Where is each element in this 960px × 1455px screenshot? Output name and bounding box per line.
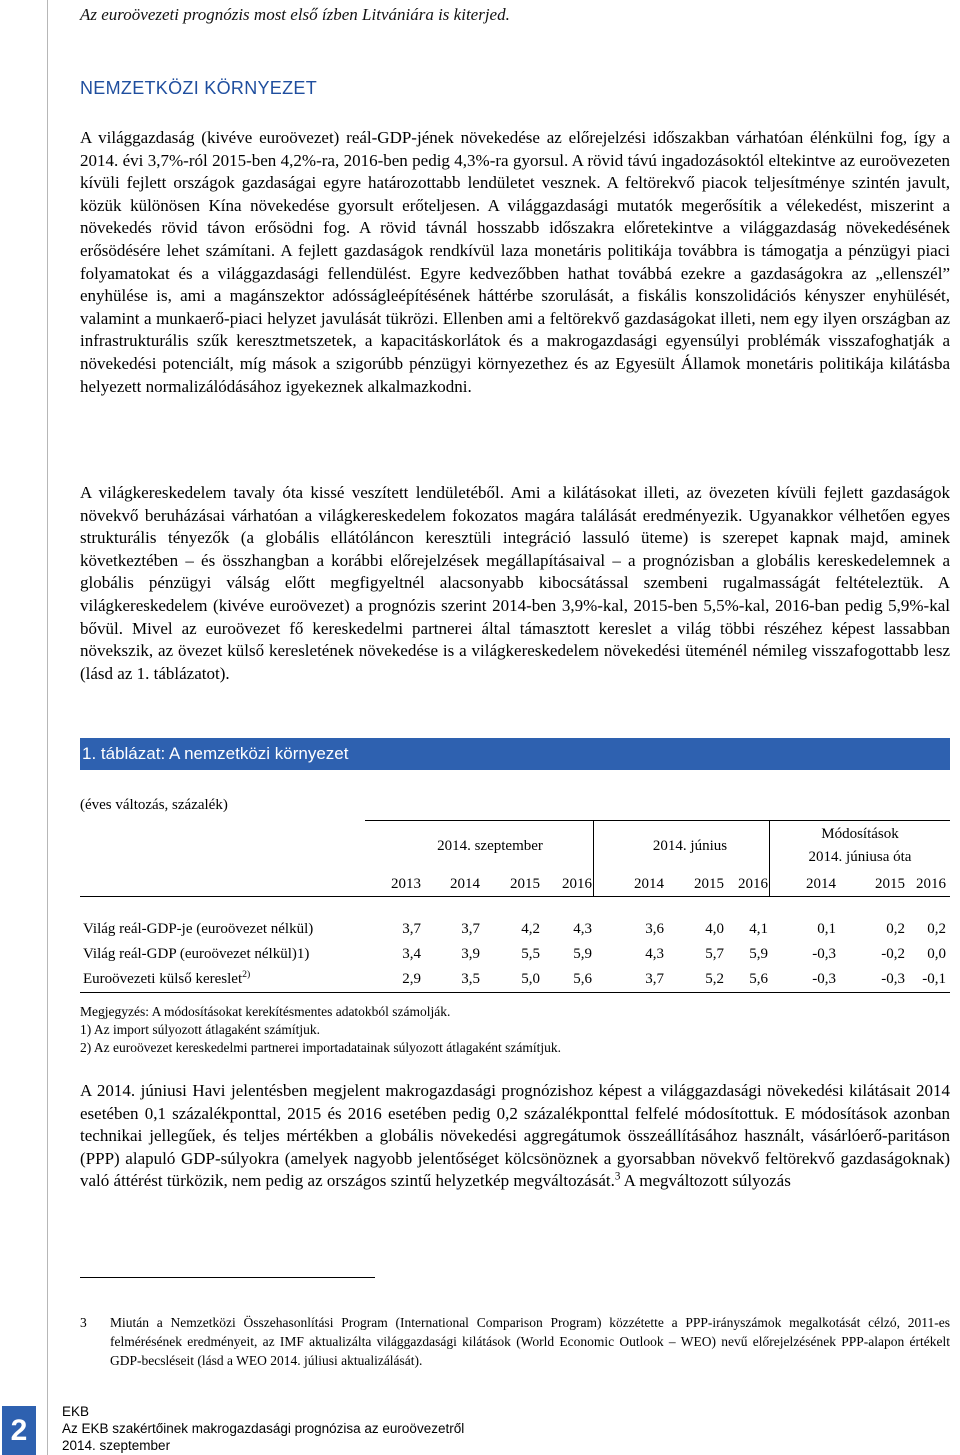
- header-top-rule: [365, 820, 950, 821]
- paragraph-3-text: [80, 1080, 950, 1193]
- table-note-1: 1) Az import súlyozott átlagaként számítjuk.: [80, 1022, 320, 1037]
- row-label-text: Világ reál-GDP (euroövezet nélkül)1): [83, 946, 310, 962]
- table-cell: -0,3: [881, 971, 905, 987]
- paragraph-3: [80, 1080, 950, 1193]
- table-cell: -0,1: [922, 971, 946, 987]
- page-footer: [62, 1403, 464, 1454]
- table-cell: 4,3: [645, 946, 664, 962]
- table-cell: 3,9: [461, 946, 480, 962]
- margin-rule: [47, 0, 48, 1455]
- year-header-cell: 2015: [875, 876, 905, 892]
- data-table: [80, 820, 950, 995]
- row-label-superscript: 2): [242, 969, 251, 980]
- intro-italic-line: Az euroövezeti prognózis most első ízben Litvániára is kiterjed.: [80, 5, 510, 24]
- table-notes: [80, 1003, 561, 1057]
- table-cell: 5,5: [521, 946, 540, 962]
- table-cell: 5,6: [749, 971, 768, 987]
- table-cell: -0,3: [812, 946, 836, 962]
- year-header-cell: 2014: [634, 876, 664, 892]
- row-label-world-gdp: [83, 921, 313, 938]
- year-header-cell: 2016: [916, 876, 946, 892]
- footnote-3: [80, 1313, 950, 1370]
- table-note-2: 2) Az euroövezet kereskedelmi partnerei importadatainak súlyozott átlagaként számítjuk.: [80, 1040, 561, 1055]
- table-bottom-rule: [80, 992, 950, 993]
- paragraph-3-body: A 2014. júniusi Havi jelentésben megjelent makrogazdasági prognózishoz képest a világgazdasági növekedési kilátásait 2014 esetében 0,1 százalékponttal, 2015 és 2016 esetében pedig 0,2 százalékponttal felfelé módosítottuk. E módosítások azonban technikai jellegűek, és teljes mértékben a globális növekedési aggregátumok összeállításához használt, vásárlóerő-paritáson (PPP) alapuló GDP-súlyokra (amelyek nagyobb jelentőséget kölcsönöznek a gyorsabban növekvő feltörekvő gazdaságoknak) való áttérést türközik, nem pedig az országos szintű helyzetkép megváltozását.: [80, 1081, 950, 1191]
- table-cell: 3,4: [402, 946, 421, 962]
- table-cell: 5,9: [573, 946, 592, 962]
- year-header-cell: 2014: [806, 876, 836, 892]
- footnote-text: Miután a Nemzetközi Összehasonlítási Program (International Comparison Program) közzétette a PPP-irányszámok megalkotását célzó, 2011-es felmérésének eredményeit, az IMF aktualizálta világgazdasági kilátások (World Economic Outlook – WEO) nevű előrejelzésének PPP-alapon értékelt GDP-becsléseit (lásd a WEO 2014. júliusi aktualizálását).: [110, 1315, 950, 1368]
- table-cell: 5,0: [521, 971, 540, 987]
- col-group-revisions-line1: Módosítások: [821, 826, 899, 842]
- year-header-cell: 2016: [738, 876, 768, 892]
- table-cell: 4,0: [705, 921, 724, 937]
- table-cell: 0,1: [817, 921, 836, 937]
- table-cell: 0,0: [927, 946, 946, 962]
- row-label-text: Világ reál-GDP-je (euroövezet nélkül): [83, 921, 314, 937]
- table-cell: 4,3: [573, 921, 592, 937]
- header-separator: [769, 820, 770, 896]
- page-number-badge: 2: [2, 1406, 36, 1455]
- table-cell: 2,9: [402, 971, 421, 987]
- header-bottom-rule: [80, 896, 950, 897]
- header-separator: [593, 820, 594, 896]
- year-header-cell: 2015: [510, 876, 540, 892]
- table-cell: 5,6: [573, 971, 592, 987]
- row-label-text: Euroövezeti külső kereslet: [83, 971, 243, 987]
- col-group-june: 2014. június: [652, 838, 728, 854]
- table-cell: 3,5: [461, 971, 480, 987]
- paragraph-3-tail: A megváltozott súlyozás: [620, 1171, 791, 1191]
- table-cell: 3,6: [645, 921, 664, 937]
- year-header-cell: 2014: [450, 876, 480, 892]
- table-note-general: Megjegyzés: A módosításokat kerekítésmentes adatokból számolják.: [80, 1004, 451, 1019]
- paragraph-2: [80, 482, 950, 685]
- table-cell: 3,7: [645, 971, 664, 987]
- table-cell: 3,7: [461, 921, 480, 937]
- col-group-sept: 2014. szeptember: [437, 838, 543, 854]
- year-header-cell: 2013: [391, 876, 421, 892]
- footnote-separator: [80, 1277, 375, 1278]
- paragraph-1-text: A világgazdaság (kivéve euroövezet) reál-GDP-jének növekedése az előrejelzési időszakban várhatóan élénkülni fog, így a 2014. évi 3,7%-ról 2015-ben 4,2%-ra, 2016-ben pedig 4,3%-ra gyorsul. A rövid távú ingadozásoktól eltekintve az euroövezeten kívüli fejlett országok gazdaságai egyre határozottabb lendületet vesznek. A feltörekvő piacok teljesítménye szintén javult, közük különösen Kína növekedése gyorsult erőteljesen. A világgazdasági mutatók megerősítik a vélekedést, miszerint a növekedés rövid távon erősödni fog. A rövid távnál hosszabb időszakra előretekintve a világgazdaság növekedésének erősödésére lehet számítani. A fejlett gazdaságok rendkívül laza monetáris politikája továbbra is támogatja a pénzügyi piaci folyamatokat és a világgazdasági fellendülést. Egyre kedvezőbben hathat továbbá ezekre a gazdaságokra az „ellenszél” enyhülése is, ami a magánszektor adósságleépítésének háttérbe szorulását, a fiskális konszolidációs kényszer enyhülését, valamint a munkaerő-piaci helyzet javulását tükrözi. Ellenben ami a feltörekvő gazdaságokat illeti, nem egy ilyen országban az infrastrukturális szűk keresztmetszetek, a kapacitáskorlátok és a makrogazdasági egyensúlyi problémák visszafoghatják a növekedési potenciált, míg mások a szigorúbb pénzügyi környezethez és az Egyesült Államok monetáris politikája kilátásba helyezett normalizálódásához igyekeznek alkalmazkodni.: [80, 128, 950, 396]
- footnote-number: 3: [80, 1315, 87, 1330]
- table-cell: 5,2: [705, 971, 724, 987]
- table-unit-note: (éves változás, százalék): [80, 797, 228, 813]
- table-cell: 0,2: [927, 921, 946, 937]
- table-cell: 4,1: [749, 921, 768, 937]
- table-cell: 4,2: [521, 921, 540, 937]
- footnote-ref-3[interactable]: 3: [614, 1170, 621, 1183]
- table-cell: 5,9: [749, 946, 768, 962]
- paragraph-2-text: A világkereskedelem tavaly óta kissé veszített lendületéből. Ami a kilátásokat illeti, az övezeten kívüli fejlett gazdaságok növekvő beruházásai várhatóan a világkereskedelem fokozatos magára találását eredményezik. Ugyanakkor vélhetően egyes strukturális tényezők (a globális ellátóláncon keresztüli integráció lassuló üteme) is szerepet kapnak majd, aminek következtében – és összhangban a korábbi előrejelzések megállapításaival – a prognózisban a globális kereskedelemnek a globális pénzügyi válság előtt megfigyeltnél alacsonyabb kibocsátással szembeni rugalmasságát feltételeztük. A világkereskedelem (kivéve euroövezet) a prognózis szerint 2014-ben 3,9%-kal, 2015-ben 5,5%-kal, 2016-ban pedig 5,9%-kal bővül. Mivel az euroövezet fő kereskedelmi partnerei által támasztott kereslet a világ többi részéhez képest lassabban növekszik, az övezet külső keresletének növekedése is a világkereskedelem növekedési üteménél némileg visszafogottabb lesz (lásd az 1. táblázatot).: [80, 483, 950, 683]
- table-cell: 5,7: [705, 946, 724, 962]
- footer-line-2: Az EKB szakértőinek makrogazdasági prognózisa az euroövezetről: [62, 1421, 465, 1436]
- table-cell: -0,2: [881, 946, 905, 962]
- footer-line-1: EKB: [62, 1404, 90, 1419]
- table-cell: 3,7: [402, 921, 421, 937]
- footer-line-3: 2014. szeptember: [62, 1438, 171, 1453]
- year-header-cell: 2016: [562, 876, 592, 892]
- row-label-world-trade: [83, 946, 309, 963]
- col-group-revisions-line2: 2014. júniusa óta: [808, 849, 912, 865]
- table-cell: -0,3: [812, 971, 836, 987]
- table-cell: 0,2: [886, 921, 905, 937]
- row-label-external-demand: [83, 971, 250, 988]
- year-header-cell: 2015: [694, 876, 724, 892]
- table-title-bar: 1. táblázat: A nemzetközi környezet: [80, 738, 950, 770]
- paragraph-1: [80, 127, 950, 398]
- section-heading: NEMZETKÖZI KÖRNYEZET: [80, 78, 318, 98]
